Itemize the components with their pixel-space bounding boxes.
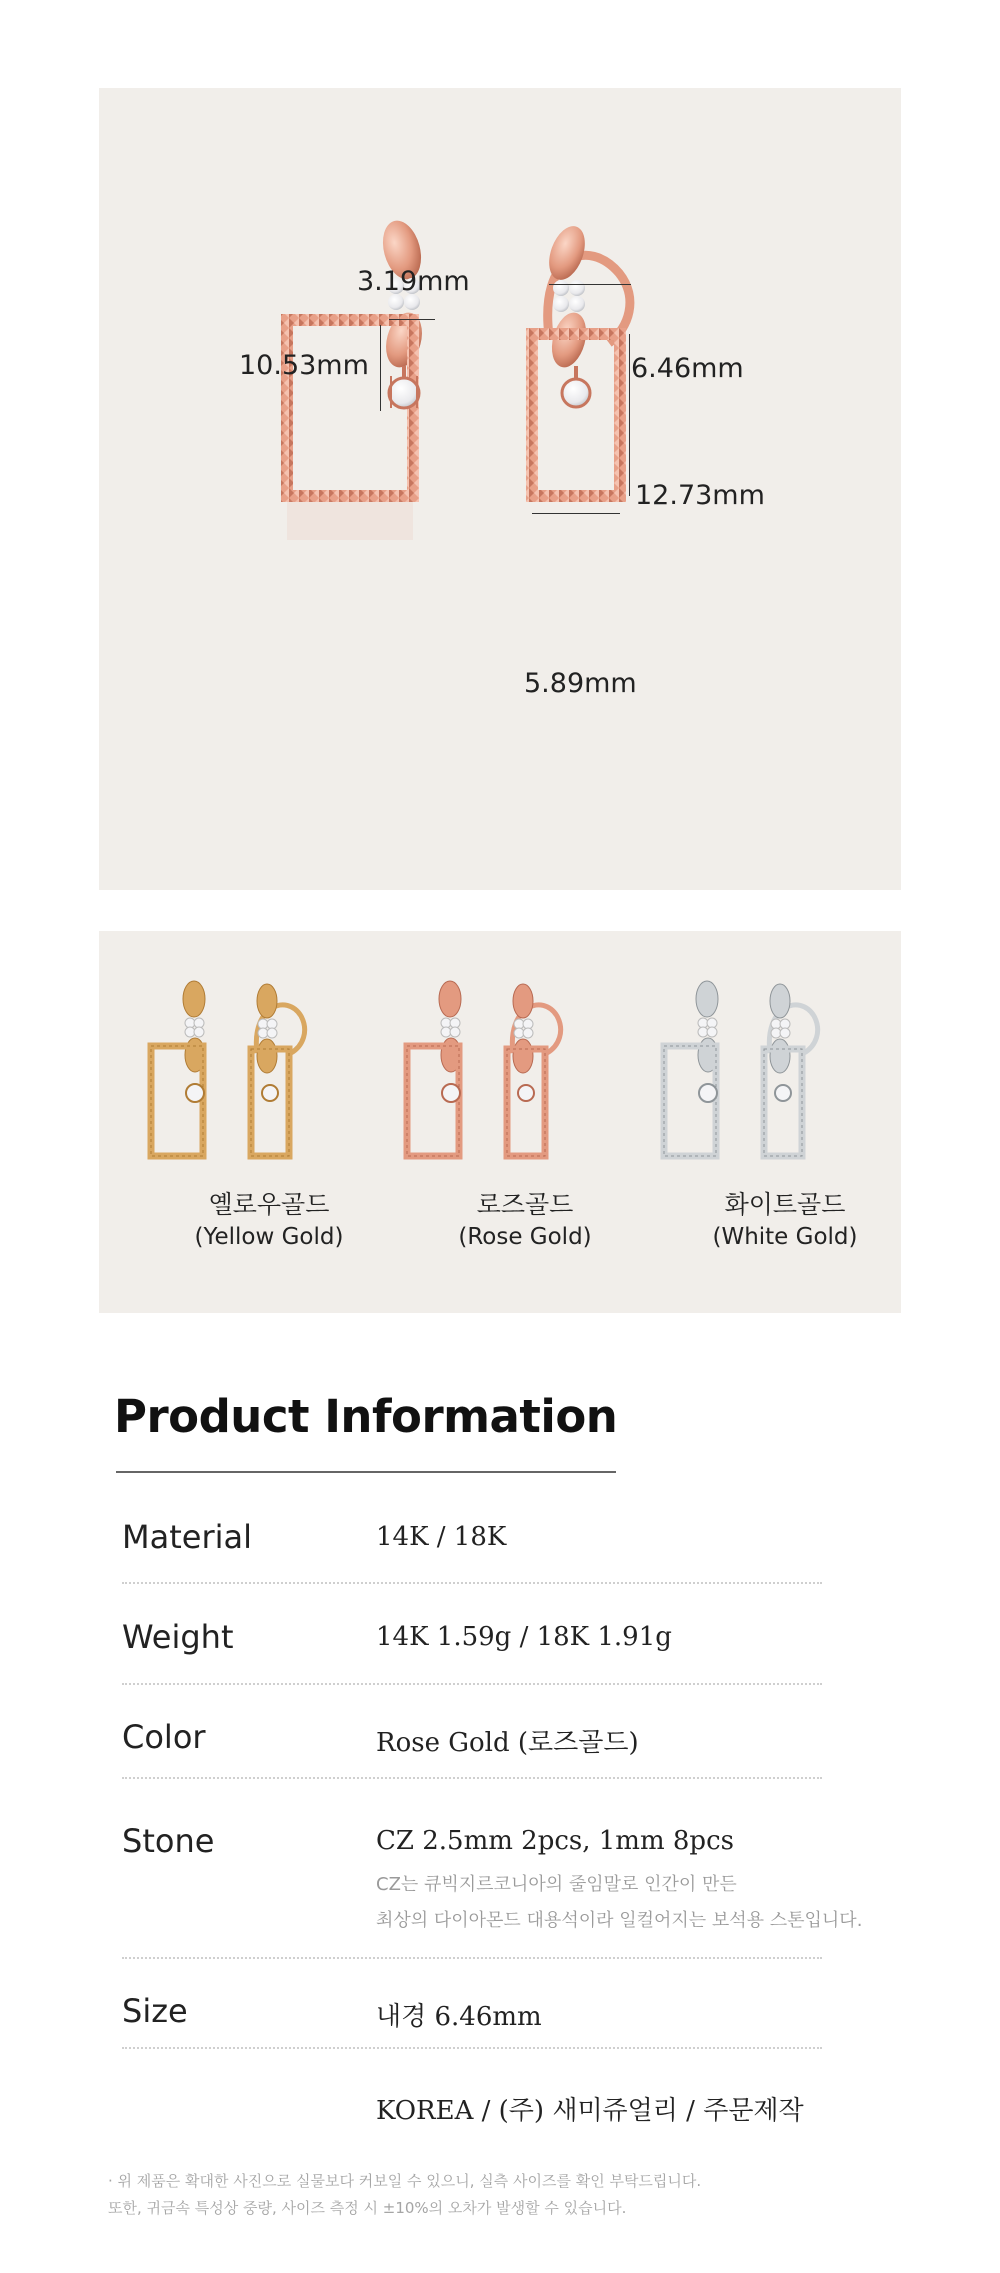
charm-height-line — [380, 325, 381, 411]
gem — [523, 1028, 533, 1038]
petal-bottom — [770, 1039, 790, 1073]
title-divider — [116, 1471, 616, 1473]
material-label: Material — [122, 1518, 252, 1556]
gem — [194, 1027, 204, 1037]
material-value: 14K / 18K — [376, 1522, 507, 1552]
petal-top — [513, 984, 533, 1018]
color-name-en: (Yellow Gold) — [194, 1224, 344, 1250]
frame-width-label: 5.89mm — [524, 668, 637, 699]
hoop-diameter-line — [549, 284, 631, 285]
color-name-en: (White Gold) — [712, 1224, 858, 1250]
stone-note-line1: CZ는 큐빅지르코니아의 줄임말로 인간이 만든 — [376, 1874, 737, 1895]
drop-gem — [442, 1084, 460, 1102]
weight-label: Weight — [122, 1618, 234, 1656]
color-name-ko: 로즈골드 — [476, 1190, 574, 1219]
right-earring — [532, 221, 630, 496]
color-earrings-image — [99, 931, 901, 1313]
frame-height-label: 12.73mm — [635, 480, 765, 511]
top-width-label: 3.19mm — [357, 266, 470, 297]
gem — [707, 1027, 717, 1037]
petal-top — [257, 984, 277, 1018]
color-label: Color — [122, 1718, 206, 1756]
top-width-line — [389, 319, 435, 320]
petal-top — [439, 981, 461, 1017]
gem — [780, 1028, 790, 1038]
color-name-en: (Rose Gold) — [458, 1224, 592, 1250]
weight-value: 14K 1.59g / 18K 1.91g — [376, 1622, 672, 1652]
color-option-rose-gold — [395, 1189, 655, 1253]
dimension-panel — [99, 88, 901, 890]
charm-height-label: 10.53mm — [239, 350, 369, 381]
footnote-line1: · 위 제품은 확대한 사진으로 실물보다 커보일 수 있으니, 실측 사이즈를 확인 부탁드립니다. — [108, 2172, 702, 2190]
stone-note-line2: 최상의 다이아몬드 대용석이라 일컬어지는 보석용 스톤입니다. — [376, 1910, 863, 1931]
drop-gem — [775, 1085, 791, 1101]
frame-height-line — [629, 334, 630, 496]
row-divider — [122, 1957, 822, 1959]
color-option-white-gold — [655, 1189, 915, 1253]
color-name-ko: 화이트골드 — [724, 1190, 846, 1219]
color-option-yellow-gold — [139, 1189, 399, 1253]
drop-gem — [262, 1085, 278, 1101]
row-divider — [122, 1777, 822, 1779]
earring-pair-image — [99, 88, 901, 890]
petal-top — [183, 981, 205, 1017]
color-options-panel — [99, 931, 901, 1313]
row-divider — [122, 1582, 822, 1584]
gem — [267, 1028, 277, 1038]
drop-gem — [186, 1084, 204, 1102]
size-label: Size — [122, 1992, 188, 2030]
petal-top — [770, 984, 790, 1018]
row-divider — [122, 2047, 822, 2049]
product-info-title: Product Information — [114, 1390, 618, 1443]
petal-bottom — [513, 1039, 533, 1073]
color-value: Rose Gold (로즈골드) — [376, 1728, 639, 1758]
size-value: 내경 6.46mm — [376, 2002, 542, 2032]
hoop-diameter-label: 6.46mm — [631, 353, 744, 384]
frame-width-line — [532, 513, 620, 514]
stone-label: Stone — [122, 1822, 215, 1860]
stone-value: CZ 2.5mm 2pcs, 1mm 8pcs — [376, 1826, 734, 1856]
petal-bottom — [257, 1039, 277, 1073]
footnote-line2: 또한, 귀금속 특성상 중량, 사이즈 측정 시 ±10%의 오차가 발생할 수 있습니다. — [108, 2199, 627, 2217]
drop-gem — [699, 1084, 717, 1102]
gem — [450, 1027, 460, 1037]
origin-maker-value: KOREA / (주) 새미쥬얼리 / 주문제작 — [376, 2096, 804, 2126]
drop-gem — [518, 1085, 534, 1101]
color-name-ko: 옐로우골드 — [208, 1190, 330, 1219]
petal-top — [696, 981, 718, 1017]
row-divider — [122, 1683, 822, 1685]
